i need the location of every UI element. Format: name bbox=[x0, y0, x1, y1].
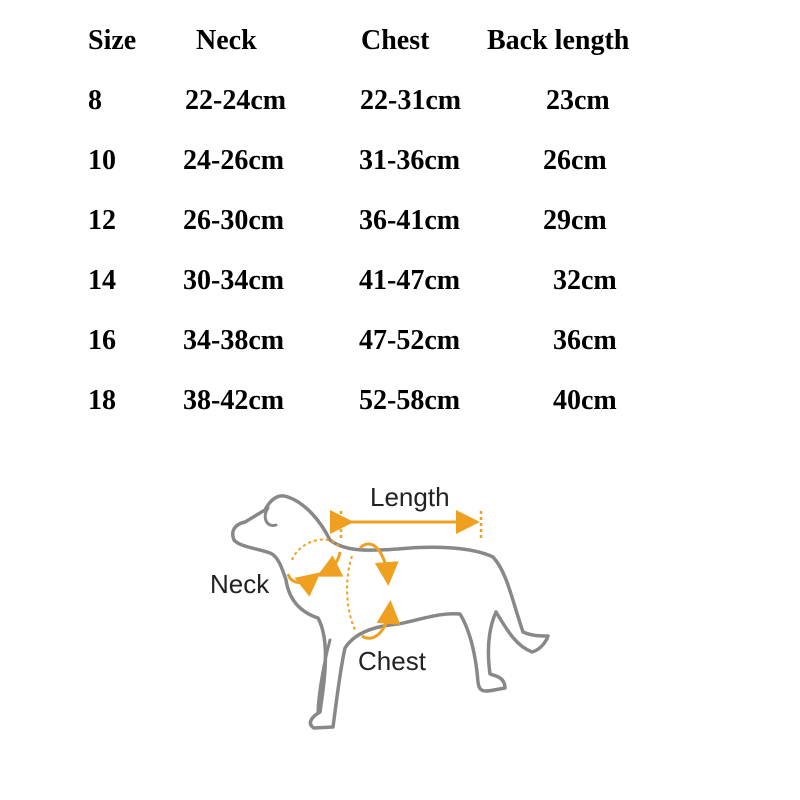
row-neck: 34-38cm bbox=[183, 325, 285, 356]
row-size: 8 bbox=[88, 85, 102, 116]
chest-arrow-bottom bbox=[362, 606, 390, 638]
row-chest: 52-58cm bbox=[359, 385, 461, 416]
row-neck: 38-42cm bbox=[183, 385, 285, 416]
row-chest: 31-36cm bbox=[359, 145, 461, 176]
row-chest: 41-47cm bbox=[359, 265, 461, 296]
header-size: Size bbox=[88, 25, 137, 56]
row-neck: 22-24cm bbox=[185, 85, 287, 116]
row-size: 10 bbox=[88, 145, 116, 176]
header-back-length: Back length bbox=[487, 25, 630, 56]
row-neck: 30-34cm bbox=[183, 265, 285, 296]
row-size: 16 bbox=[88, 325, 116, 356]
row-back-length: 26cm bbox=[543, 145, 607, 176]
neck-arrow bbox=[288, 574, 316, 583]
row-back-length: 36cm bbox=[553, 325, 617, 356]
row-back-length: 40cm bbox=[553, 385, 617, 416]
row-chest: 36-41cm bbox=[359, 205, 461, 236]
row-size: 12 bbox=[88, 205, 116, 236]
row-chest: 22-31cm bbox=[360, 85, 462, 116]
chest-label: Chest bbox=[358, 646, 426, 676]
row-back-length: 29cm bbox=[543, 205, 607, 236]
row-back-length: 32cm bbox=[553, 265, 617, 296]
neck-arrow-right bbox=[322, 552, 340, 574]
row-neck: 26-30cm bbox=[183, 205, 285, 236]
neck-dotted-loop bbox=[292, 539, 340, 560]
header-chest: Chest bbox=[361, 25, 430, 56]
row-size: 14 bbox=[88, 265, 116, 296]
length-label: Length bbox=[370, 482, 450, 512]
neck-label: Neck bbox=[210, 569, 270, 599]
row-chest: 47-52cm bbox=[359, 325, 461, 356]
dog-ear bbox=[265, 508, 276, 525]
row-back-length: 23cm bbox=[546, 85, 610, 116]
row-neck: 24-26cm bbox=[183, 145, 285, 176]
row-size: 18 bbox=[88, 385, 116, 416]
header-neck: Neck bbox=[196, 25, 257, 56]
chest-dotted-loop bbox=[347, 556, 356, 632]
